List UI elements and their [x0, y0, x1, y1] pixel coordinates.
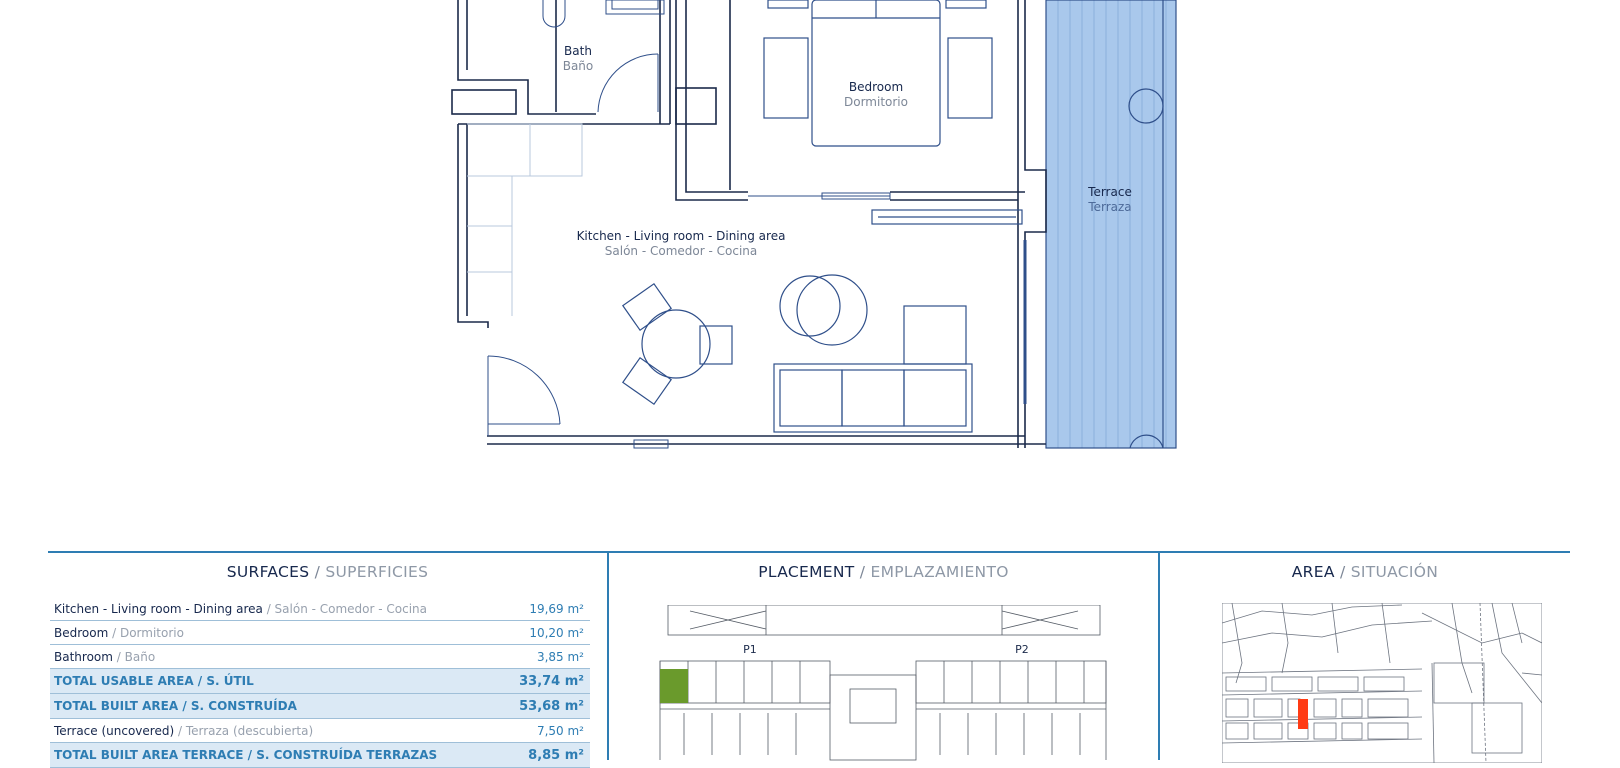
surface-name-en: TOTAL USABLE AREA	[54, 674, 194, 688]
block-label-p2: P2	[1015, 643, 1029, 656]
room-label-bedroom	[818, 80, 934, 110]
surface-name: Kitchen - Living room - Dining area / Salón - Comedor - Cocina	[50, 597, 503, 621]
surfaces-table	[50, 597, 590, 768]
coffee-table	[780, 276, 840, 336]
surface-name: Bedroom / Dormitorio	[50, 621, 503, 645]
surface-value: 3,85 m²	[503, 645, 590, 669]
room-name-es: Salón - Comedor - Cocina	[604, 244, 758, 258]
surface-name-en: Bathroom	[54, 649, 113, 664]
surface-row	[50, 694, 590, 719]
surface-value: 8,85 m²	[503, 743, 590, 768]
dining-chair	[623, 358, 671, 404]
surface-name-en: Bedroom	[54, 625, 109, 640]
surface-name: Bathroom / Baño	[50, 645, 503, 669]
room-label-terrace	[1060, 185, 1160, 215]
room-name-en: Kitchen - Living room - Dining area	[576, 229, 786, 243]
surface-name-en: Kitchen - Living room - Dining area	[54, 601, 263, 616]
surface-value: 19,69 m²	[503, 597, 590, 621]
panel-top-rule	[48, 551, 1570, 553]
living-furniture	[623, 240, 1025, 432]
sofa	[774, 364, 972, 432]
surface-name: TOTAL BUILT AREA TERRACE / S. CONSTRUÍDA TERRAZAS	[50, 743, 503, 768]
placement-title: PLACEMENT / EMPLAZAMIENTO	[758, 563, 1009, 581]
block-label-p1: P1	[743, 643, 757, 656]
placement-diagram	[640, 605, 1130, 765]
surface-name: Terrace (uncovered) / Terraza (descubierta)	[50, 719, 503, 743]
terrace-deck	[1046, 0, 1176, 448]
surface-name: TOTAL BUILT AREA / S. CONSTRUÍDA	[50, 694, 503, 719]
dining-chair	[700, 326, 732, 364]
surface-row	[50, 743, 590, 768]
title-es: SITUACIÓN	[1350, 563, 1439, 581]
surface-name-es: Baño	[124, 649, 156, 664]
room-name-en: Bath	[564, 44, 592, 58]
area-map	[1222, 603, 1542, 763]
surface-value: 33,74 m²	[503, 669, 590, 694]
panel-divider	[1158, 553, 1160, 760]
surface-name-en: TOTAL BUILT AREA	[54, 699, 179, 713]
terrace	[1046, 0, 1176, 448]
area-title: AREA / SITUACIÓN	[1291, 563, 1439, 581]
surface-name-es: Terraza (descubierta)	[185, 723, 314, 738]
toilet	[543, 0, 565, 27]
title-en: SURFACES	[226, 563, 310, 581]
surface-value: 10,20 m²	[503, 621, 590, 645]
surface-row	[50, 669, 590, 694]
surface-name-en: Terrace (uncovered)	[54, 723, 175, 738]
surface-name-es: S. ÚTIL	[206, 674, 254, 688]
surface-name: TOTAL USABLE AREA / S. ÚTIL	[50, 669, 503, 694]
room-name-en: Bedroom	[848, 80, 904, 94]
wardrobe-right	[948, 38, 992, 118]
room-name-en: Terrace	[1088, 185, 1132, 199]
room-name-es: Dormitorio	[844, 95, 908, 109]
surface-value: 53,68 m²	[503, 694, 590, 719]
room-label-bath	[536, 44, 620, 74]
room-label-kitchen	[548, 229, 814, 259]
surface-name-es: S. CONSTRUÍDA	[190, 699, 297, 713]
placement-unit-highlight	[660, 669, 688, 703]
surface-name-es: S. CONSTRUÍDA TERRAZAS	[256, 748, 438, 762]
room-name-es: Terraza	[1088, 200, 1132, 214]
entrance-door	[488, 356, 560, 424]
surface-value: 7,50 m²	[503, 719, 590, 743]
surface-row	[50, 597, 590, 621]
nightstand-left	[768, 0, 808, 8]
room-name-es: Baño	[562, 59, 594, 73]
title-es: SUPERFICIES	[325, 563, 429, 581]
surface-name-es: Dormitorio	[119, 625, 184, 640]
bed	[812, 0, 940, 146]
panel-divider	[607, 553, 609, 760]
title-en: AREA	[1291, 563, 1335, 581]
surface-name-es: Salón - Comedor - Cocina	[274, 601, 428, 616]
surfaces-title: SURFACES / SUPERFICIES	[226, 563, 429, 581]
dining-chair	[623, 284, 671, 330]
washbasin	[606, 0, 664, 14]
title-es: EMPLAZAMIENTO	[870, 563, 1009, 581]
surface-row	[50, 621, 590, 645]
surface-row	[50, 645, 590, 669]
title-en: PLACEMENT	[758, 563, 855, 581]
wardrobe-left	[764, 38, 808, 118]
surface-name-en: TOTAL BUILT AREA TERRACE	[54, 748, 244, 762]
kitchen-counter	[467, 124, 582, 316]
nightstand-right	[946, 0, 986, 8]
surface-row	[50, 719, 590, 743]
area-location-marker	[1298, 699, 1308, 729]
bath-fixtures	[543, 0, 664, 27]
chaise	[904, 306, 966, 364]
bedroom-furniture	[764, 0, 1022, 224]
